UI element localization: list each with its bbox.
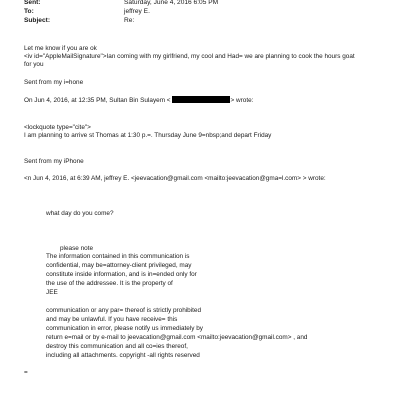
arrival-line: I am planning to arrive st Thomas at 1:30 p.=. Thursday June 9=nbsp;and depart Friday — [24, 132, 272, 139]
body-line-2: <iv id="AppleMailSignature">Ian coming with my girlfriend, my cool and Had= we are planning to cook the hours goat — [24, 53, 355, 60]
disclaimer-line: confidential, may be=attorney-client privileged, may — [46, 262, 192, 269]
body-line-1: Let me know if you are ok — [24, 45, 97, 52]
disclaimer-line: The information contained in this communication is — [46, 253, 190, 260]
subject-value: Re: — [124, 17, 135, 24]
disclaimer2-line: and may be unlawful. If you have receive= this — [46, 316, 178, 323]
disclaimer2-line: return e=mail or by e-mail to jeevacation@gmail.com <mailto:jeevacation@gmail.com> , and — [46, 334, 308, 341]
quote-header-2: <n Jun 4, 2016, at 6:39 AM, jeffrey E. <jeevacation@gmail.com <mailto:jeevacation@gma=l.com> > wrote: — [24, 175, 326, 182]
sent-value: Saturday, June 4, 2016 6:05 PM — [124, 0, 219, 6]
disclaimer2-line: communication in error, please notify us immediately by — [46, 325, 203, 332]
disclaimer2-line: destroy this communication and all co=ies thereof, — [46, 343, 188, 350]
sent-label: Sent: — [24, 0, 41, 6]
disclaimer-line: JEE — [46, 289, 58, 296]
quote-header-1 — [24, 96, 253, 105]
disclaimer2-line: including all attachments. copyright -all rights reserved — [46, 352, 200, 359]
subject-label: Subject: — [24, 17, 51, 24]
redaction-bar — [172, 96, 230, 103]
to-label: To: — [24, 8, 34, 15]
sent-from-line-2: Sent from my iPhone — [24, 158, 84, 165]
blockquote-tag: <lockquote type="cite"> — [24, 124, 91, 131]
question-line: what day do you come? — [46, 210, 114, 217]
please-note-line: please note — [60, 245, 94, 252]
to-value: jeffrey E. — [124, 8, 150, 15]
disclaimer2-line: communication or any par= thereof is strictly prohibited — [46, 307, 202, 314]
quote-header-1-prefix: On Jun 4, 2016, at 12:35 PM, Sultan Bin Sulayem < — [24, 97, 171, 104]
disclaimer-line: the use of the addressee. It is the property of — [46, 280, 173, 287]
disclaimer-line: constitute inside information, and is in=ended only for — [46, 271, 197, 278]
sent-from-line-1: Sent from my i=hone — [24, 79, 84, 86]
body-line-3: for you — [24, 61, 44, 68]
end-mark: = — [24, 369, 28, 376]
quote-header-1-suffix: > wrote: — [230, 97, 254, 104]
